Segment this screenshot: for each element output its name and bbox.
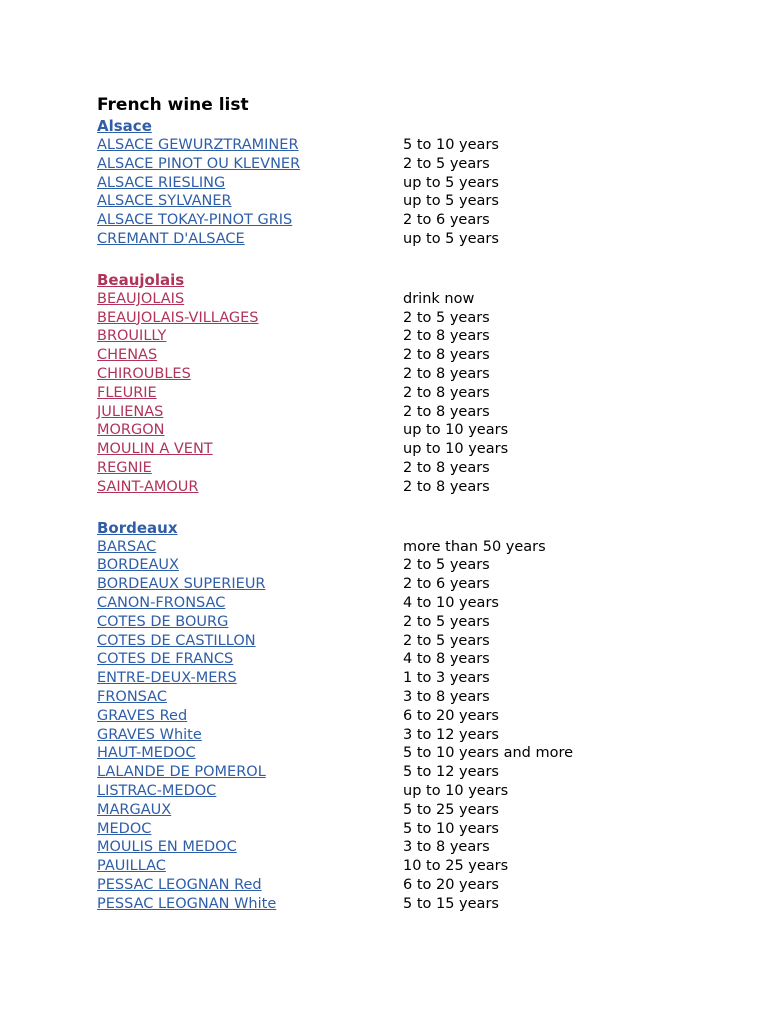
wine-name-link[interactable]: CREMANT D'ALSACE [97,230,245,247]
wine-row [97,211,717,230]
wine-name-link[interactable]: BEAUJOLAIS [97,290,185,307]
document-page [97,94,717,913]
aging-period: 2 to 8 years [403,365,490,382]
aging-period: 2 to 5 years [403,557,490,574]
section-heading-link[interactable]: Bordeaux [97,518,178,537]
aging-period: 10 to 25 years [403,858,509,875]
aging-period: 3 to 12 years [403,726,499,743]
wine-name-link[interactable]: PESSAC LEOGNAN White [97,895,277,912]
wine-row [97,174,717,193]
aging-period: 2 to 5 years [403,632,490,649]
wine-name-link[interactable]: ALSACE GEWURZTRAMINER [97,137,299,153]
aging-period: 4 to 10 years [403,594,499,611]
aging-period: 4 to 8 years [403,651,490,668]
wine-row [97,346,717,365]
wine-name-link[interactable]: BEAUJOLAIS-VILLAGES [97,309,259,326]
wine-name-link[interactable]: MARGAUX [97,801,172,818]
aging-period: 3 to 8 years [403,839,490,856]
aging-period: 2 to 8 years [403,384,490,401]
wine-row [97,192,717,211]
aging-period: 2 to 8 years [403,459,490,476]
wine-name-link[interactable]: COTES DE BOURG [97,613,229,630]
wine-row [97,309,717,328]
wine-name-link[interactable]: LISTRAC-MEDOC [97,782,217,799]
wine-name-link[interactable]: MOULIN A VENT [97,441,213,458]
wine-name-link[interactable]: BROUILLY [97,328,167,345]
wine-row [97,136,717,155]
wine-row [97,556,717,575]
aging-period: up to 10 years [403,422,509,439]
wine-row [97,801,717,820]
wine-row [97,459,717,478]
wine-row [97,440,717,459]
aging-period: 2 to 5 years [403,155,490,172]
section-heading-link[interactable]: Alsace [97,117,152,135]
wine-name-link[interactable]: HAUT-MEDOC [97,745,196,762]
wine-row [97,384,717,403]
wine-name-link[interactable]: FRONSAC [97,688,167,705]
aging-period: 5 to 15 years [403,895,499,912]
wine-name-link[interactable]: FLEURIE [97,384,157,401]
aging-period: 5 to 12 years [403,764,499,781]
wine-row [97,421,717,440]
wine-row [97,230,717,249]
wine-name-link[interactable]: CHENAS [97,347,158,364]
wine-name-link[interactable]: BORDEAUX SUPERIEUR [97,576,266,593]
wine-row [97,820,717,839]
aging-period: 6 to 20 years [403,707,499,724]
section-heading-link[interactable]: Beaujolais [97,270,185,289]
wine-name-link[interactable]: COTES DE CASTILLON [97,632,256,649]
wine-name-link[interactable]: ALSACE RIESLING [97,174,226,191]
wine-row [97,688,717,707]
wine-row [97,155,717,174]
wine-name-link[interactable]: MORGON [97,422,165,439]
wine-name-link[interactable]: CANON-FRONSAC [97,594,226,611]
wine-row [97,327,717,346]
wine-row [97,895,717,914]
wine-section-beaujolais [97,270,717,497]
wine-row [97,669,717,688]
aging-period: up to 10 years [403,441,509,458]
wine-name-link[interactable]: JULIENAS [97,403,164,420]
aging-period: 2 to 8 years [403,403,490,420]
aging-period: 2 to 8 years [403,347,490,364]
aging-period: 5 to 25 years [403,801,499,818]
aging-period: 3 to 8 years [403,688,490,705]
wine-row [97,782,717,801]
wine-section-alsace [97,116,717,249]
wine-name-link[interactable]: LALANDE DE POMEROL [97,764,266,781]
wine-row [97,632,717,651]
wine-name-link[interactable]: ALSACE TOKAY-PINOT GRIS [97,212,293,229]
wine-sections [97,116,717,913]
wine-name-link[interactable]: CHIROUBLES [97,365,191,382]
aging-period: 2 to 5 years [403,309,490,326]
wine-row [97,613,717,632]
aging-period: 2 to 8 years [403,328,490,345]
aging-period: 2 to 6 years [403,576,490,593]
aging-period: 2 to 6 years [403,212,490,229]
aging-period: 6 to 20 years [403,876,499,893]
wine-row [97,290,717,309]
aging-period: 5 to 10 years [403,820,499,837]
wine-name-link[interactable]: ENTRE-DEUX-MERS [97,670,237,687]
wine-name-link[interactable]: BORDEAUX [97,557,179,574]
aging-period: 5 to 10 years [403,137,499,153]
aging-period: 1 to 3 years [403,670,490,687]
wine-row [97,403,717,422]
document-title: French wine list [97,95,249,115]
wine-name-link[interactable]: PESSAC LEOGNAN Red [97,876,262,893]
aging-period: 2 to 8 years [403,478,490,495]
wine-name-link[interactable]: ALSACE PINOT OU KLEVNER [97,155,301,172]
wine-row [97,650,717,669]
wine-row [97,594,717,613]
aging-period: up to 5 years [403,193,499,210]
wine-name-link[interactable]: BARSAC [97,538,157,555]
aging-period: 5 to 10 years and more [403,745,574,762]
aging-period: up to 5 years [403,230,499,247]
aging-period: more than 50 years [403,538,546,555]
wine-name-link[interactable]: PAUILLAC [97,858,166,875]
wine-name-link[interactable]: MEDOC [97,820,152,837]
wine-name-link[interactable]: GRAVES Red [97,707,188,724]
wine-row [97,763,717,782]
aging-period: up to 10 years [403,782,509,799]
wine-row [97,707,717,726]
wine-row [97,876,717,895]
wine-row [97,838,717,857]
wine-name-link[interactable]: MOULIS EN MEDOC [97,839,237,856]
wine-name-link[interactable]: SAINT-AMOUR [97,478,199,495]
wine-row [97,478,717,497]
wine-name-link[interactable]: COTES DE FRANCS [97,651,234,668]
wine-row [97,726,717,745]
wine-row [97,575,717,594]
aging-period: up to 5 years [403,174,499,191]
wine-name-link[interactable]: REGNIE [97,459,152,476]
wine-row [97,857,717,876]
wine-name-link[interactable]: ALSACE SYLVANER [97,193,232,210]
wine-row [97,744,717,763]
wine-row [97,538,717,557]
aging-period: 2 to 5 years [403,613,490,630]
wine-name-link[interactable]: GRAVES White [97,726,202,743]
wine-section-bordeaux [97,518,717,914]
wine-row [97,365,717,384]
aging-period: drink now [403,290,475,307]
